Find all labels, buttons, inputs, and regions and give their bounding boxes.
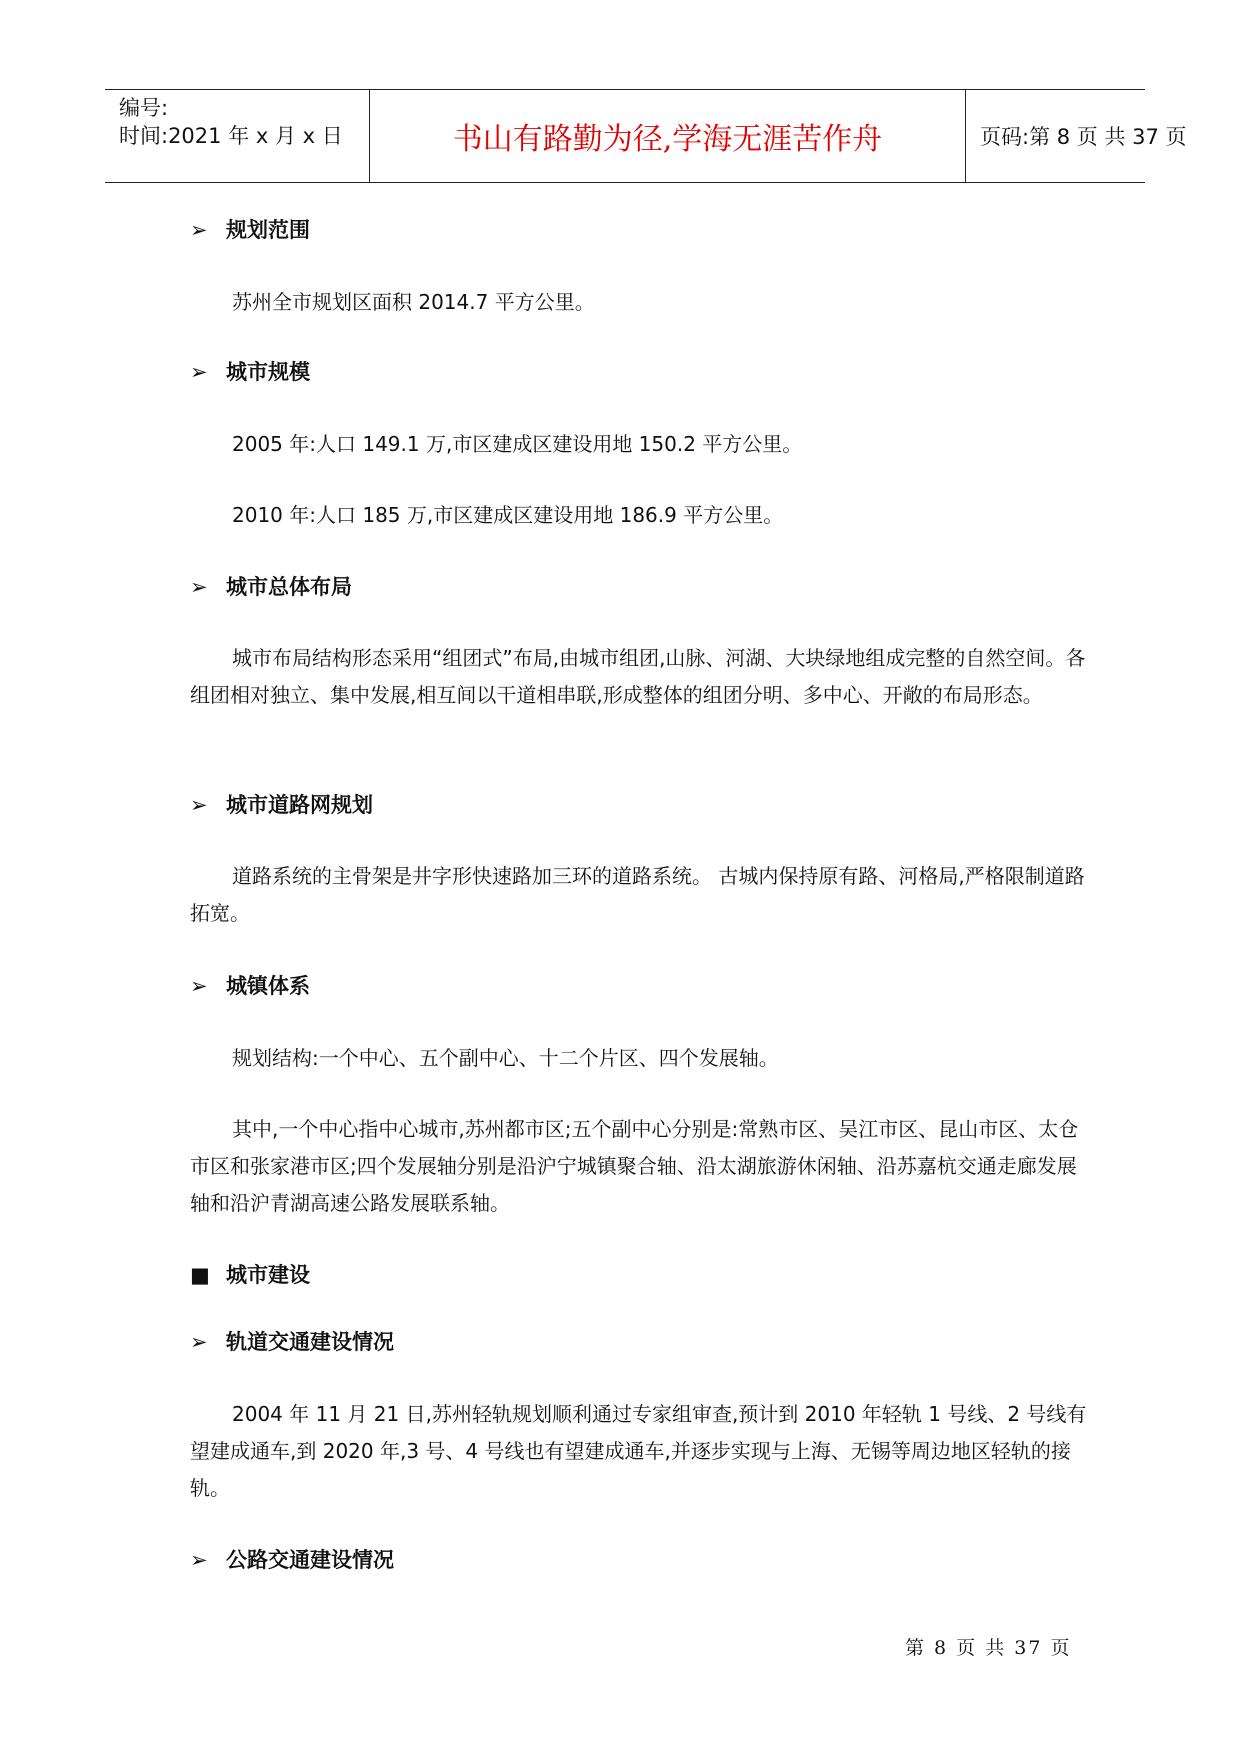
- arrow-bullet-icon: ➢: [190, 360, 208, 384]
- paragraph: 2004 年 11 月 21 日,苏州轻轨规划顺利通过专家组审查,预计到 2010 年轻轨 1 号线、2 号线有望建成通车,到 2020 年,3 号、4 号线也有望建成通车,并逐步实现与上海、无锡等周边地区轻轨的接轨。: [190, 1402, 1087, 1500]
- section-title: 轨道交通建设情况: [226, 1330, 394, 1354]
- paragraph: 苏州全市规划区面积 2014.7 平方公里。: [232, 290, 595, 314]
- paragraph: 2005 年:人口 149.1 万,市区建成区建设用地 150.2 平方公里。: [232, 432, 803, 456]
- section-title: 城市建设: [226, 1263, 310, 1287]
- header-page-indicator: 页码:第 8 页 共 37 页: [980, 125, 1187, 149]
- section-heading: [190, 1327, 394, 1357]
- square-bullet-icon: ■: [190, 1263, 210, 1287]
- section-heading: [190, 1545, 394, 1575]
- section-title: 城市规模: [226, 360, 310, 384]
- header-info-cell: [105, 90, 370, 182]
- page-footer-indicator: 第 8 页 共 37 页: [905, 1637, 1072, 1659]
- arrow-bullet-icon: ➢: [190, 1330, 208, 1354]
- paragraph: 道路系统的主骨架是井字形快速路加三环的道路系统。 古城内保持原有路、河格局,严格限制道路拓宽。: [190, 864, 1085, 925]
- section-title: 城镇体系: [226, 974, 310, 998]
- arrow-bullet-icon: ➢: [190, 793, 208, 817]
- section-title: 规划范围: [226, 218, 310, 242]
- section-heading: [190, 215, 310, 245]
- section-title: 城市总体布局: [226, 575, 352, 599]
- section-heading: [190, 572, 352, 602]
- section-heading: [190, 1260, 310, 1290]
- arrow-bullet-icon: ➢: [190, 575, 208, 599]
- paragraph: 其中,一个中心指中心城市,苏州都市区;五个副中心分别是:常熟市区、吴江市区、昆山市区、太仓市区和张家港市区;四个发展轴分别是沿沪宁城镇聚合轴、沿太湖旅游休闲轴、沿苏嘉杭交通走廊发展轴和沿沪青湖高速公路发展联系轴。: [190, 1117, 1079, 1215]
- section-heading: [190, 790, 373, 820]
- header-motto: 书山有路勤为径,学海无涯苦作舟: [370, 90, 966, 182]
- paragraph: 城市布局结构形态采用“组团式”布局,由城市组团,山脉、河湖、大块绿地组成完整的自然空间。各组团相对独立、集中发展,相互间以干道相串联,形成整体的组团分明、多中心、开敞的布局形态。: [190, 646, 1086, 707]
- arrow-bullet-icon: ➢: [190, 1548, 208, 1572]
- page-header: [105, 89, 1187, 183]
- section-title: 城市道路网规划: [226, 793, 373, 817]
- document-time-label: 时间:2021 年 x 月 x 日: [119, 124, 343, 148]
- paragraph: 2010 年:人口 185 万,市区建成区建设用地 186.9 平方公里。: [232, 503, 784, 527]
- paragraph: 规划结构:一个中心、五个副中心、十二个片区、四个发展轴。: [232, 1046, 779, 1070]
- arrow-bullet-icon: ➢: [190, 974, 208, 998]
- document-number-label: 编号:: [119, 96, 169, 120]
- arrow-bullet-icon: ➢: [190, 218, 208, 242]
- section-heading: [190, 971, 310, 1001]
- section-heading: [190, 357, 310, 387]
- section-title: 公路交通建设情况: [226, 1548, 394, 1572]
